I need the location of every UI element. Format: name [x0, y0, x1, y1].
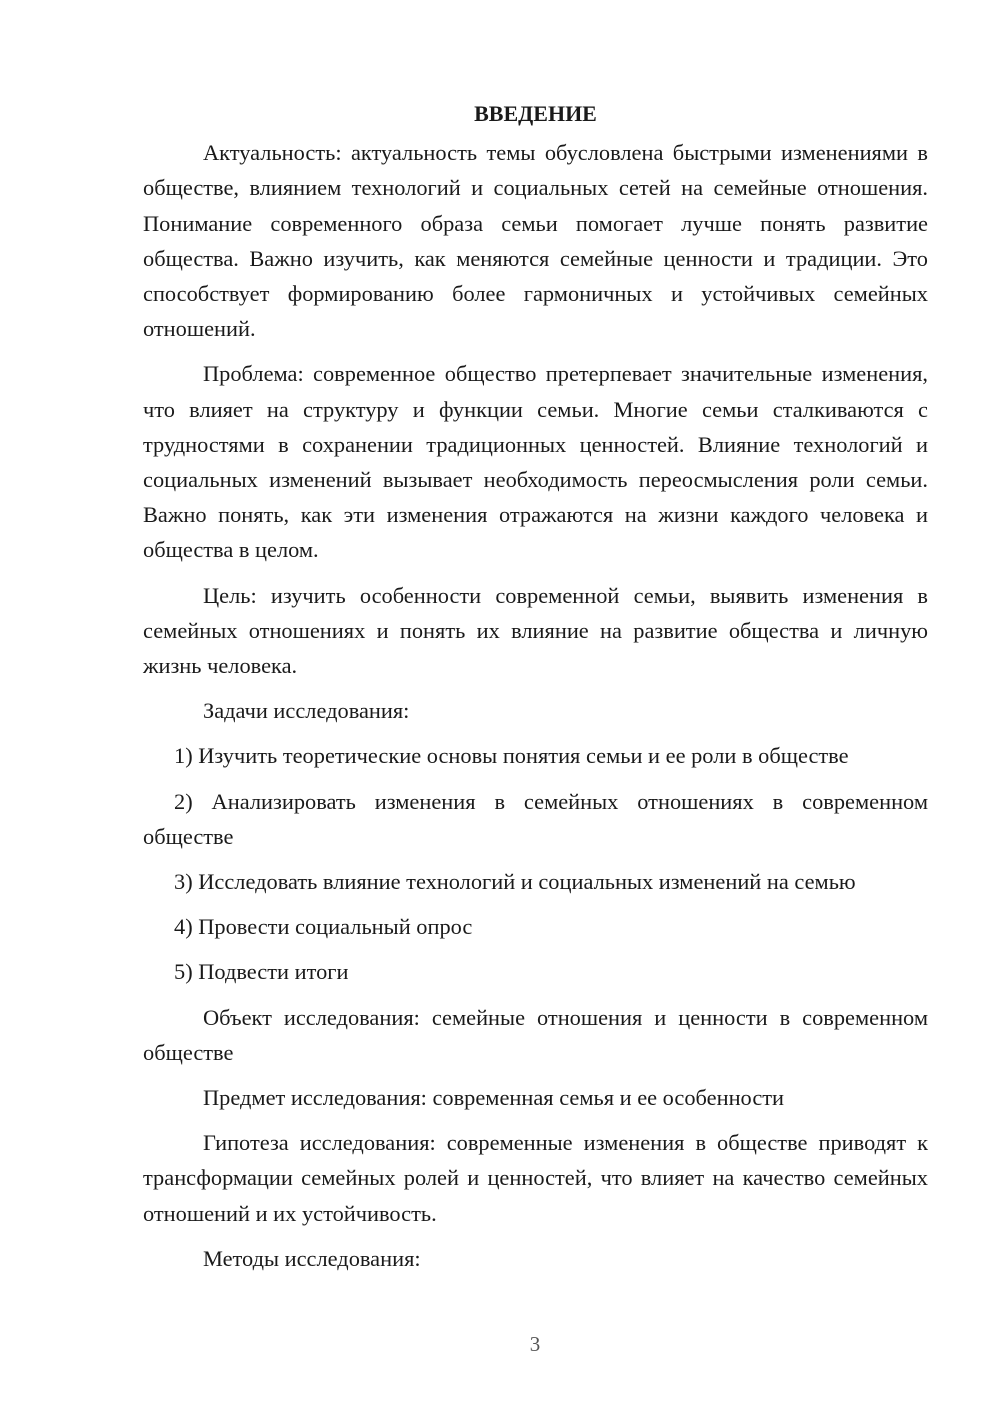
goal-paragraph: Цель: изучить особенности современной семьи, выявить изменения в семейных отношениях и понять их влияние на развитие общества и личную жизнь человека. — [143, 582, 928, 679]
hypothesis-paragraph: Гипотеза исследования: современные изменения в обществе приводят к трансформации семейных ролей и ценностей, что влияет на качество семейных отношений и их устойчивость. — [143, 1130, 928, 1226]
task-item: 3) Исследовать влияние технологий и социальных изменений на семью — [174, 869, 856, 895]
task-item: 1) Изучить теоретические основы понятия семьи и ее роли в обществе — [174, 743, 849, 769]
page-content — [143, 96, 928, 1286]
subject-paragraph: Предмет исследования: современная семья и ее особенности — [203, 1085, 785, 1111]
task-item: 2) Анализировать изменения в семейных отношениях в современном обществе — [143, 788, 928, 849]
section-title: ВВЕДЕНИЕ — [474, 101, 597, 126]
object-paragraph: Объект исследования: семейные отношения и ценности в современном обществе — [143, 1004, 928, 1065]
page-number: 3 — [529, 1332, 541, 1356]
tasks-heading: Задачи исследования: — [203, 698, 410, 724]
task-item: 4) Провести социальный опрос — [174, 914, 473, 940]
relevance-paragraph: Актуальность: актуальность темы обусловлена быстрыми изменениями в обществе, влиянием технологий и социальных сетей на семейные отношения. Понимание современного образа семьи помогает лучше понять развитие общества. Важно изучить, как меняются семейные ценности и традиции. Это способствует формированию более гармоничных и устойчивых семейных отношений. — [143, 140, 928, 342]
methods-heading: Методы исследования: — [203, 1245, 421, 1271]
task-item: 5) Подвести итоги — [174, 959, 349, 985]
problem-paragraph: Проблема: современное общество претерпевает значительные изменения, что влияет на структуру и функции семьи. Многие семьи сталкиваются с трудностями в сохранении традиционных ценностей. Влияние технологий и социальных изменений вызывает необходимость переосмысления роли семьи. Важно понять, как эти изменения отражаются на жизни каждого человека и общества в целом. — [143, 361, 928, 563]
